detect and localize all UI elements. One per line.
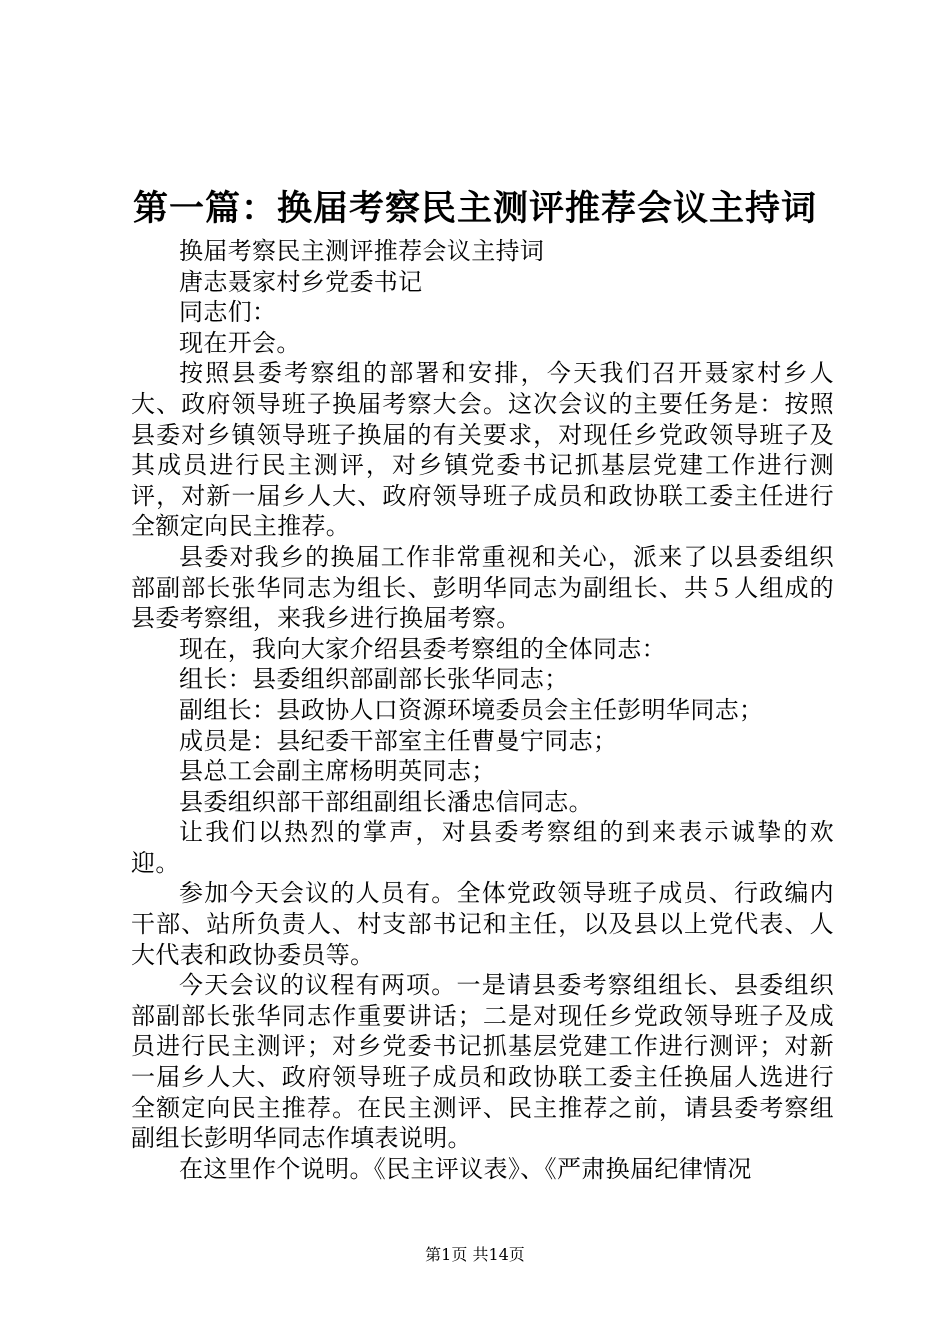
paragraph: 县委对我乡的换届工作非常重视和关心，派来了以县委组织部副部长张华同志为组长、彭明华同志为副组长、共５人组成的县委考察组，来我乡进行换届考察。 xyxy=(131,542,834,633)
paragraph: 副组长：县政协人口资源环境委员会主任彭明华同志； xyxy=(179,695,764,724)
document-title: 第一篇：换届考察民主测评推荐会议主持词 xyxy=(132,188,817,229)
paragraph: 同志们： xyxy=(179,298,277,327)
paragraph: 成员是：县纪委干部室主任曹曼宁同志； xyxy=(179,726,618,755)
page-footer: 第1页 共14页 xyxy=(425,1245,525,1264)
paragraph: 现在开会。 xyxy=(179,328,301,357)
paragraph: 今天会议的议程有两项。一是请县委考察组组长、县委组织部副部长张华同志作重要讲话；二是对现任乡党政领导班子及成员进行民主测评；对乡党委书记抓基层党建工作进行测评；对新一届乡人大、政府领导班子成员和政协联工委主任换届人选进行全额定向民主推荐。在民主测评、民主推荐之前，请县委考察组副组长彭明华同志作填表说明。 xyxy=(131,971,834,1153)
paragraph: 参加今天会议的人员有。全体党政领导班子成员、行政编内干部、站所负责人、村支部书记和主任，以及县以上党代表、人大代表和政协委员等。 xyxy=(131,879,834,969)
paragraph: 唐志聂家村乡党委书记 xyxy=(179,267,423,296)
paragraph: 在这里作个说明。《民主评议表》、《严肃换届纪律情况 xyxy=(179,1154,752,1183)
paragraph: 县总工会副主席杨明英同志； xyxy=(179,757,496,786)
paragraph: 让我们以热烈的掌声，对县委考察组的到来表示诚挚的欢迎。 xyxy=(131,818,834,877)
paragraph: 按照县委考察组的部署和安排，今天我们召开聂家村乡人大、政府领导班子换届考察大会。这次会议的主要任务是：按照县委对乡镇领导班子换届的有关要求，对现任乡党政领导班子及其成员进行民主测评，对乡镇党委书记抓基层党建工作进行测评，对新一届乡人大、政府领导班子成员和政协联工委主任进行全额定向民主推荐。 xyxy=(131,359,834,541)
paragraph: 组长：县委组织部副部长张华同志； xyxy=(179,665,569,694)
paragraph: 现在，我向大家介绍县委考察组的全体同志： xyxy=(179,634,666,663)
document-body xyxy=(131,236,834,1184)
paragraph: 县委组织部干部组副组长潘忠信同志。 xyxy=(179,787,593,816)
paragraph: 换届考察民主测评推荐会议主持词 xyxy=(179,237,545,265)
